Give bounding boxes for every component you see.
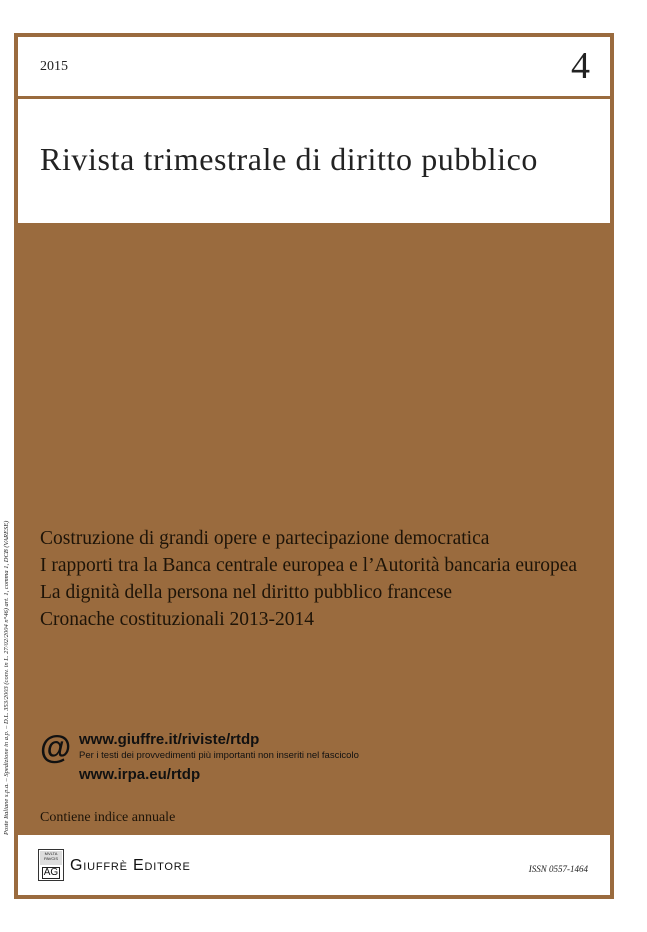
cover-footer [18,835,610,895]
web-links [40,731,600,791]
issue-number: 4 [571,45,590,87]
publisher-name: Giuffrè Editore [70,857,191,874]
cover-header [18,37,610,223]
secondary-url-link[interactable]: www.irpa.eu/rtdp [79,766,201,783]
index-note: Contiene indice annuale [40,810,176,825]
primary-url-description: Per i testi dei provvedimenti più importanti non inseriti nel fascicolo [79,750,359,761]
article-item: I rapporti tra la Banca centrale europea e l’Autorità bancaria europea [40,555,578,576]
article-item: Cronache costituzionali 2013-2014 [40,609,315,630]
logo-motto: MVLTA PAVCIS [40,851,62,865]
magazine-cover [14,33,614,899]
journal-title: Rivista trimestrale di diritto pubblico [40,141,538,177]
primary-url-link[interactable]: www.giuffre.it/riviste/rtdp [79,731,260,748]
article-item: La dignità della persona nel diritto pubblico francese [40,582,453,603]
publication-year: 2015 [40,59,68,74]
logo-initials: AG [43,867,59,878]
issn: ISSN 0557-1464 [528,864,588,874]
article-item: Costruzione di grandi opere e partecipazione democratica [40,528,490,549]
at-icon: @ [40,729,72,765]
header-divider [18,96,610,99]
article-list [40,529,600,637]
postal-note: Poste Italiane s.p.a. – Spedizione in a.p. – D.L. 353/2003 (conv. in L. 27/02/2004 n°46) art. 1, comma 1, DCB (VARESE) [3,520,10,835]
publisher-logo [38,849,64,881]
